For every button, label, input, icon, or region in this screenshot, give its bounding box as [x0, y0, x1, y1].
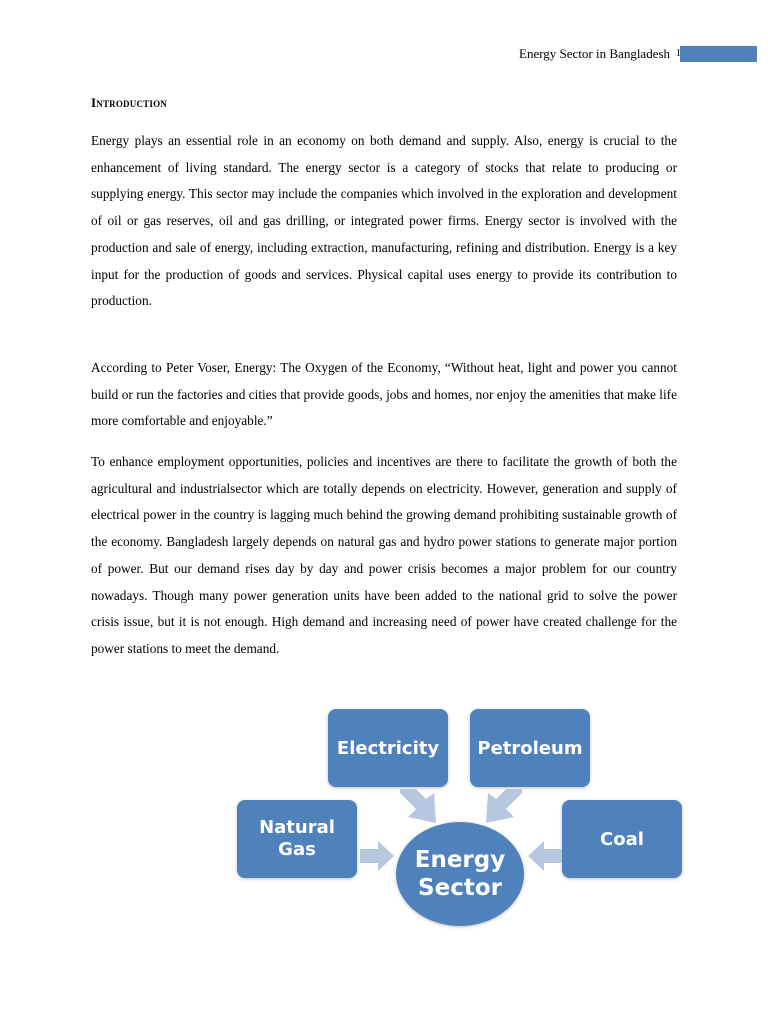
center-label: Energy Sector	[414, 847, 506, 901]
arrow-coal	[526, 841, 562, 871]
paragraph-quote: According to Peter Voser, Energy: The Oxygen of the Economy, “Without heat, light and power you cannot build or run the factories and cities that provide goods, jobs and homes, nor enjoy the amenities that make life more comfortable and enjoyable.”	[91, 360, 677, 429]
header-title: Energy Sector in Bangladesh	[519, 46, 671, 61]
node-electricity-label: Electricity	[336, 737, 440, 759]
node-natural-gas	[237, 800, 357, 878]
node-natural-gas-label: Natural Gas	[259, 817, 335, 860]
energy-sources-diagram	[230, 705, 690, 930]
node-petroleum-label: Petroleum	[477, 737, 583, 759]
center-energy-sector	[396, 822, 524, 926]
section-heading: Introduction	[91, 95, 167, 110]
paragraph-intro: Energy plays an essential role in an economy on both demand and supply. Also, energy is crucial to the enhancement of living standard. The energy sector is a category of stocks that relate to producing or supplying energy. This sector may include the companies which involved in the exploration and development of oil or gas reserves, oil and gas drilling, or integrated power firms. Energy sector is involved with the production and sale of energy, including extraction, manufacturing, refining and distribution. Energy is a key input for the production of goods and services. Physical capital uses energy to provide its contribution to production.	[91, 133, 677, 309]
arrow-petroleum	[480, 789, 524, 825]
paragraph-crisis: To enhance employment opportunities, policies and incentives are there to facilitate the growth of both the agricultural and industrialsector which are totally depends on electricity. However, generation and supply of electrical power in the country is lagging much behind the growing demand prohibiting sustainable growth of the economy. Bangladesh largely depends on natural gas and hydro power stations to generate major portion of power. But our demand rises day by day and power crisis becomes a major problem for our country nowadays. Though many power generation units have been added to the national grid to solve the power crisis issue, but it is not enough. High demand and increasing need of power have created challenge for the power stations to meet the demand.	[91, 454, 677, 656]
node-electricity	[328, 709, 448, 787]
node-coal-label: Coal	[600, 828, 644, 850]
arrow-natural-gas	[360, 841, 396, 871]
arrow-electricity	[398, 789, 442, 825]
header-accent-bar	[680, 46, 757, 62]
page-number: 1	[676, 48, 681, 59]
node-petroleum	[470, 709, 590, 787]
node-coal	[562, 800, 682, 878]
